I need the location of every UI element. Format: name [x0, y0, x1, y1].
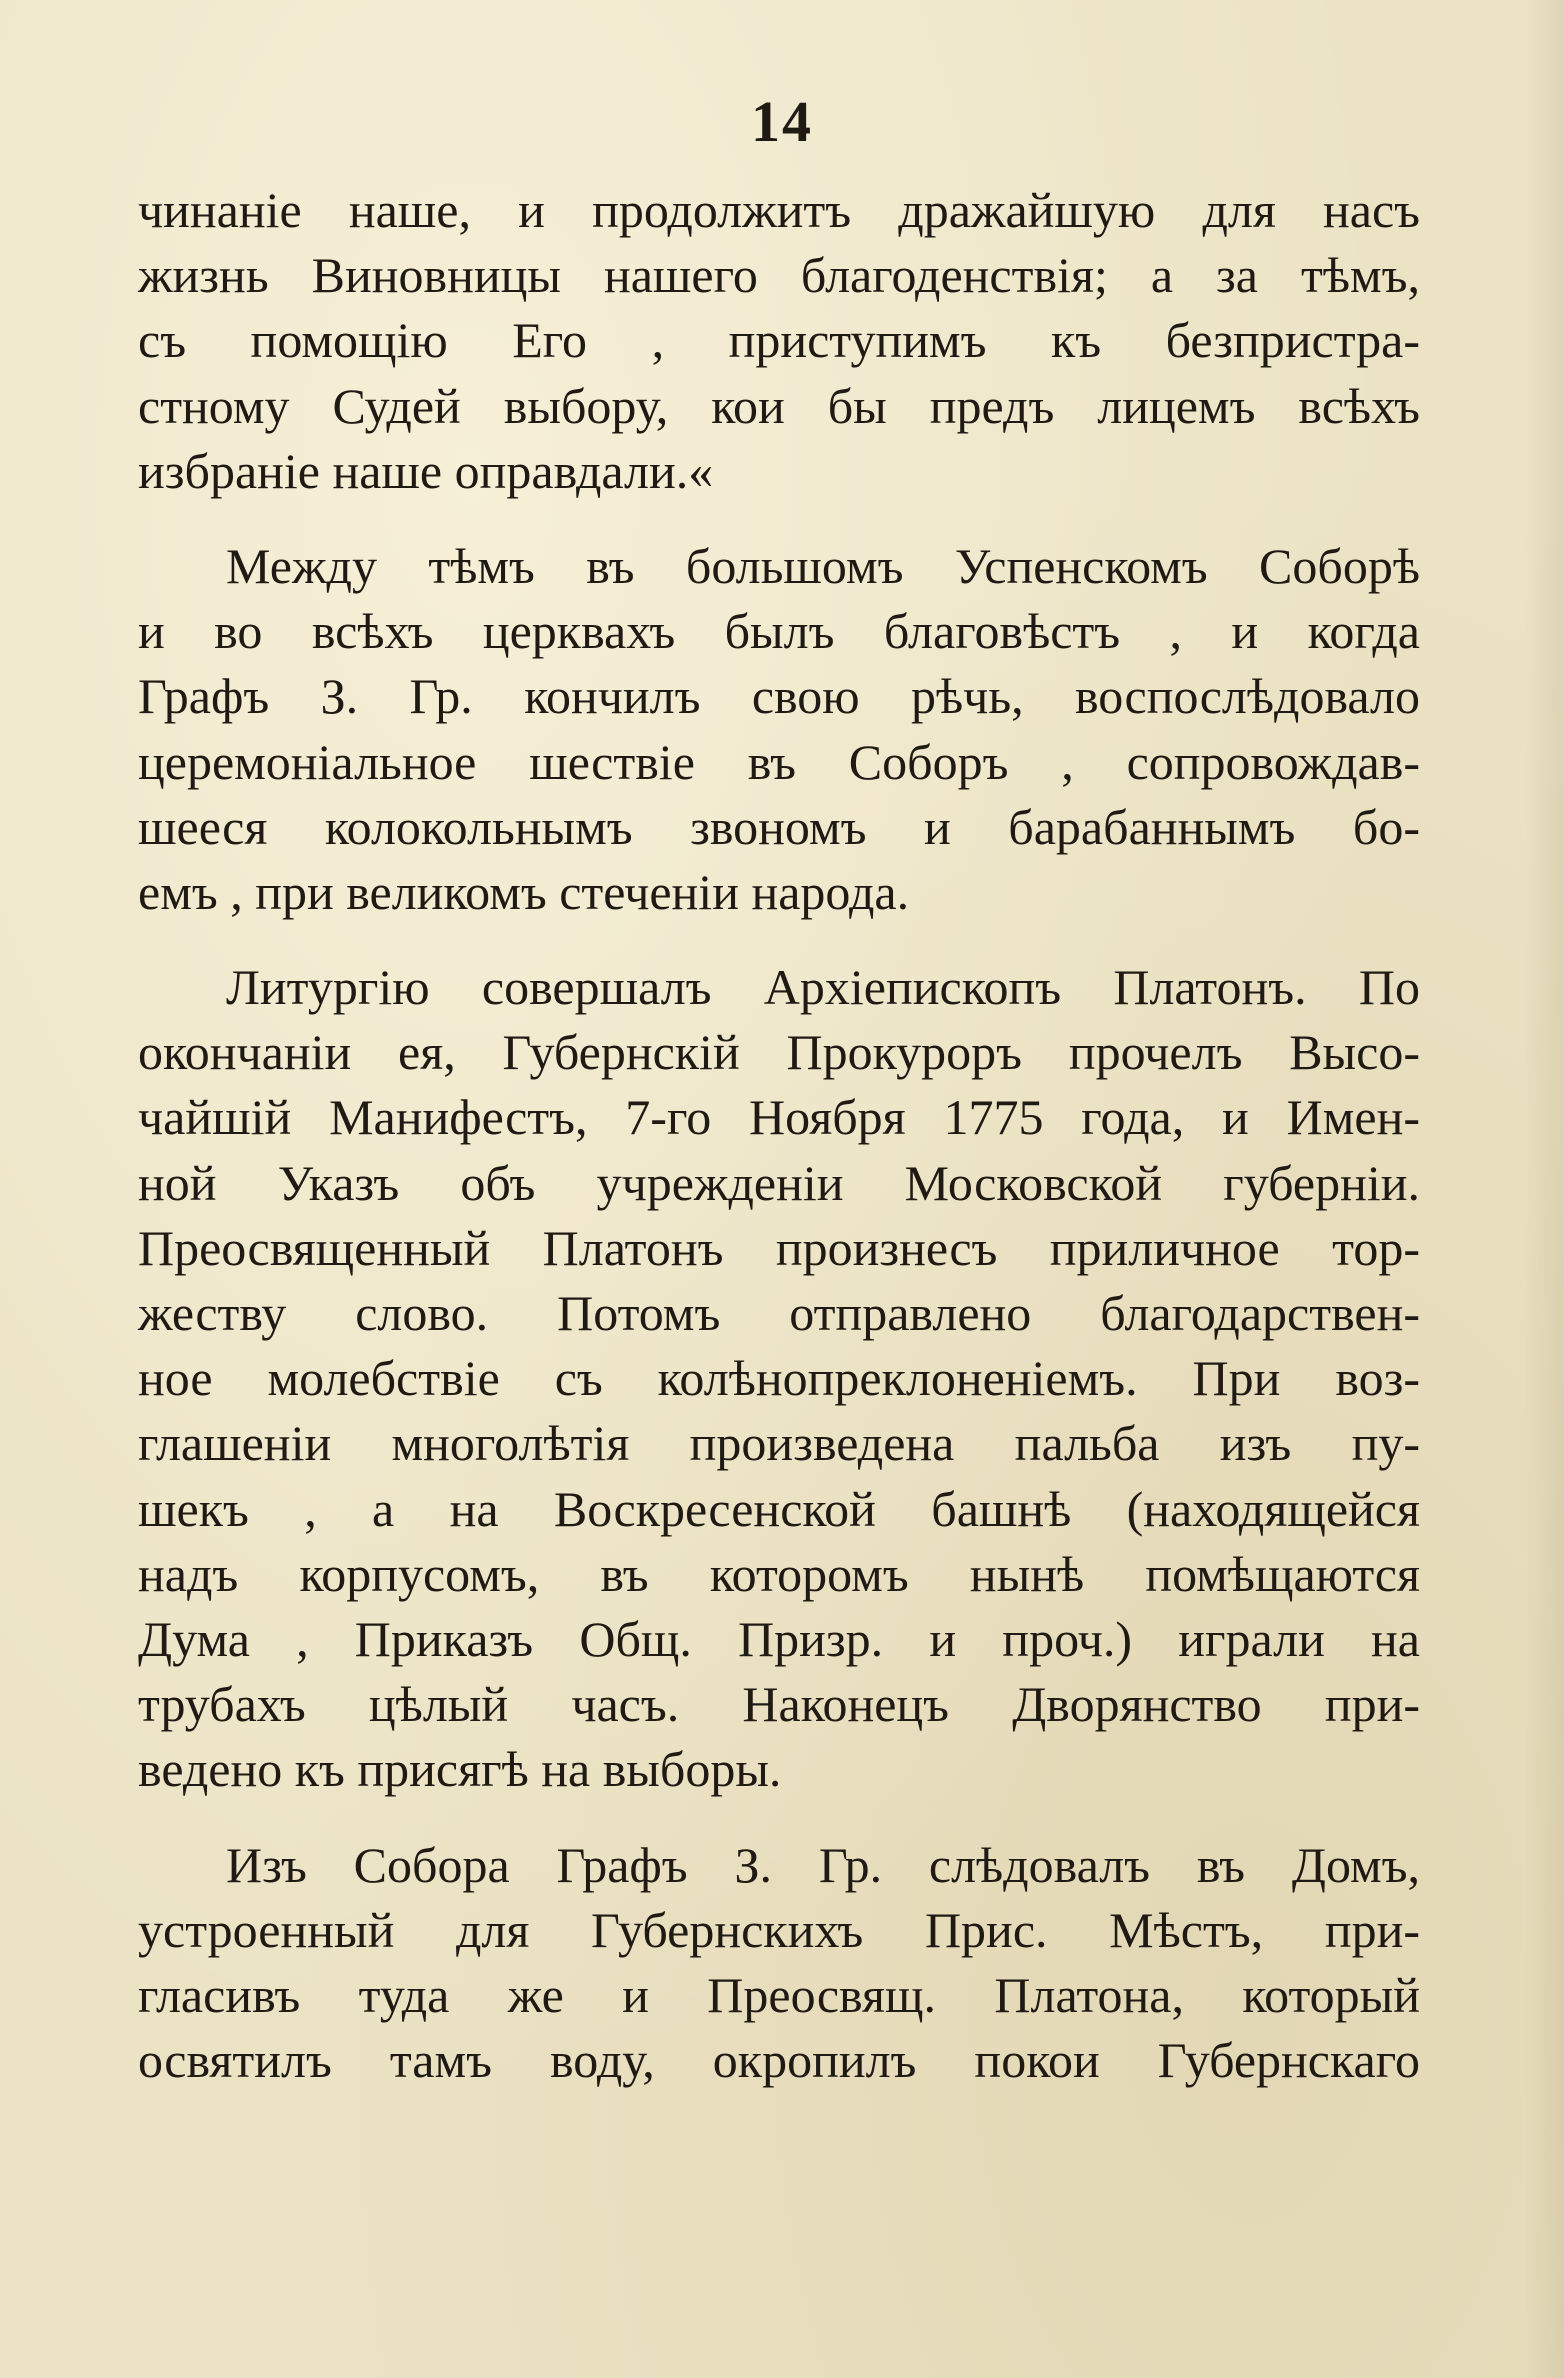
text-line: Преосвященный Платонъ произнесъ приличное тор-	[138, 1219, 1420, 1276]
text-line: окончаніи ея, Губернскій Прокуроръ прочелъ Высо-	[138, 1024, 1420, 1081]
text-line: чайшій Манифестъ, 7-го Ноября 1775 года, и Имен-	[138, 1089, 1420, 1146]
text-line: жизнь Виновницы нашего благоденствія; а за тѣмъ,	[138, 247, 1420, 304]
paragraph-1	[138, 178, 1420, 504]
text-line: ведено къ присягѣ на выборы.	[138, 1741, 782, 1798]
page-edge-shadow	[1524, 0, 1564, 2378]
text-line: съ помощію Его , приступимъ къ безпристра-	[138, 312, 1420, 369]
text-line: шееся колокольнымъ звономъ и барабаннымъ бо-	[138, 798, 1420, 855]
text-line: церемоніальное шествіе въ Соборъ , сопровождав-	[138, 733, 1420, 790]
page-number: 14	[751, 89, 813, 154]
text-line: Графъ З. Гр. кончилъ свою рѣчь, воспослѣдовало	[138, 668, 1420, 725]
text-line: гласивъ туда же и Преосвящ. Платона, который	[138, 1966, 1420, 2023]
text-line: и во всѣхъ церквахъ былъ благовѣстъ , и когда	[138, 603, 1420, 660]
text-line: Изъ Собора Графъ З. Гр. слѣдовалъ въ Домъ,	[226, 1836, 1420, 1893]
paragraph-2	[138, 534, 1420, 925]
text-line: надъ корпусомъ, въ которомъ нынѣ помѣщаются	[138, 1545, 1420, 1602]
paragraph-4	[138, 1833, 1420, 2094]
text-line: стному Судей выбору, кои бы предъ лицемъ всѣхъ	[138, 377, 1420, 434]
body-text	[138, 178, 1420, 2093]
text-line: Между тѣмъ въ большомъ Успенскомъ Соборѣ	[226, 537, 1420, 594]
text-line: трубахъ цѣлый часъ. Наконецъ Дворянство при-	[138, 1676, 1420, 1733]
text-line: Литургію совершалъ Архіепископъ Платонъ. По	[226, 959, 1420, 1016]
text-line: глашеніи многолѣтія произведена пальба изъ пу-	[138, 1415, 1420, 1472]
text-line: ной Указъ объ учрежденіи Московской губерніи.	[138, 1154, 1420, 1211]
text-line: избраніе наше оправдали.«	[138, 442, 714, 499]
paragraph-3	[138, 955, 1420, 1802]
text-line: шекъ , а на Воскресенской башнѣ (находящейся	[138, 1480, 1420, 1537]
text-line: Дума , Приказъ Общ. Призр. и проч.) играли на	[138, 1610, 1420, 1667]
text-line: жеству слово. Потомъ отправлено благодарствен-	[138, 1285, 1420, 1341]
text-line: освятилъ тамъ воду, окропилъ покои Губернскаго	[138, 2032, 1420, 2089]
text-line: емъ , при великомъ стеченіи народа.	[138, 863, 910, 920]
text-line: чинаніе наше, и продолжитъ дражайшую для насъ	[138, 182, 1420, 238]
text-line: ное молебствіе съ колѣнопреклоненіемъ. При воз-	[138, 1350, 1420, 1407]
text-line: устроенный для Губернскихъ Прис. Мѣстъ, при-	[138, 1901, 1420, 1958]
